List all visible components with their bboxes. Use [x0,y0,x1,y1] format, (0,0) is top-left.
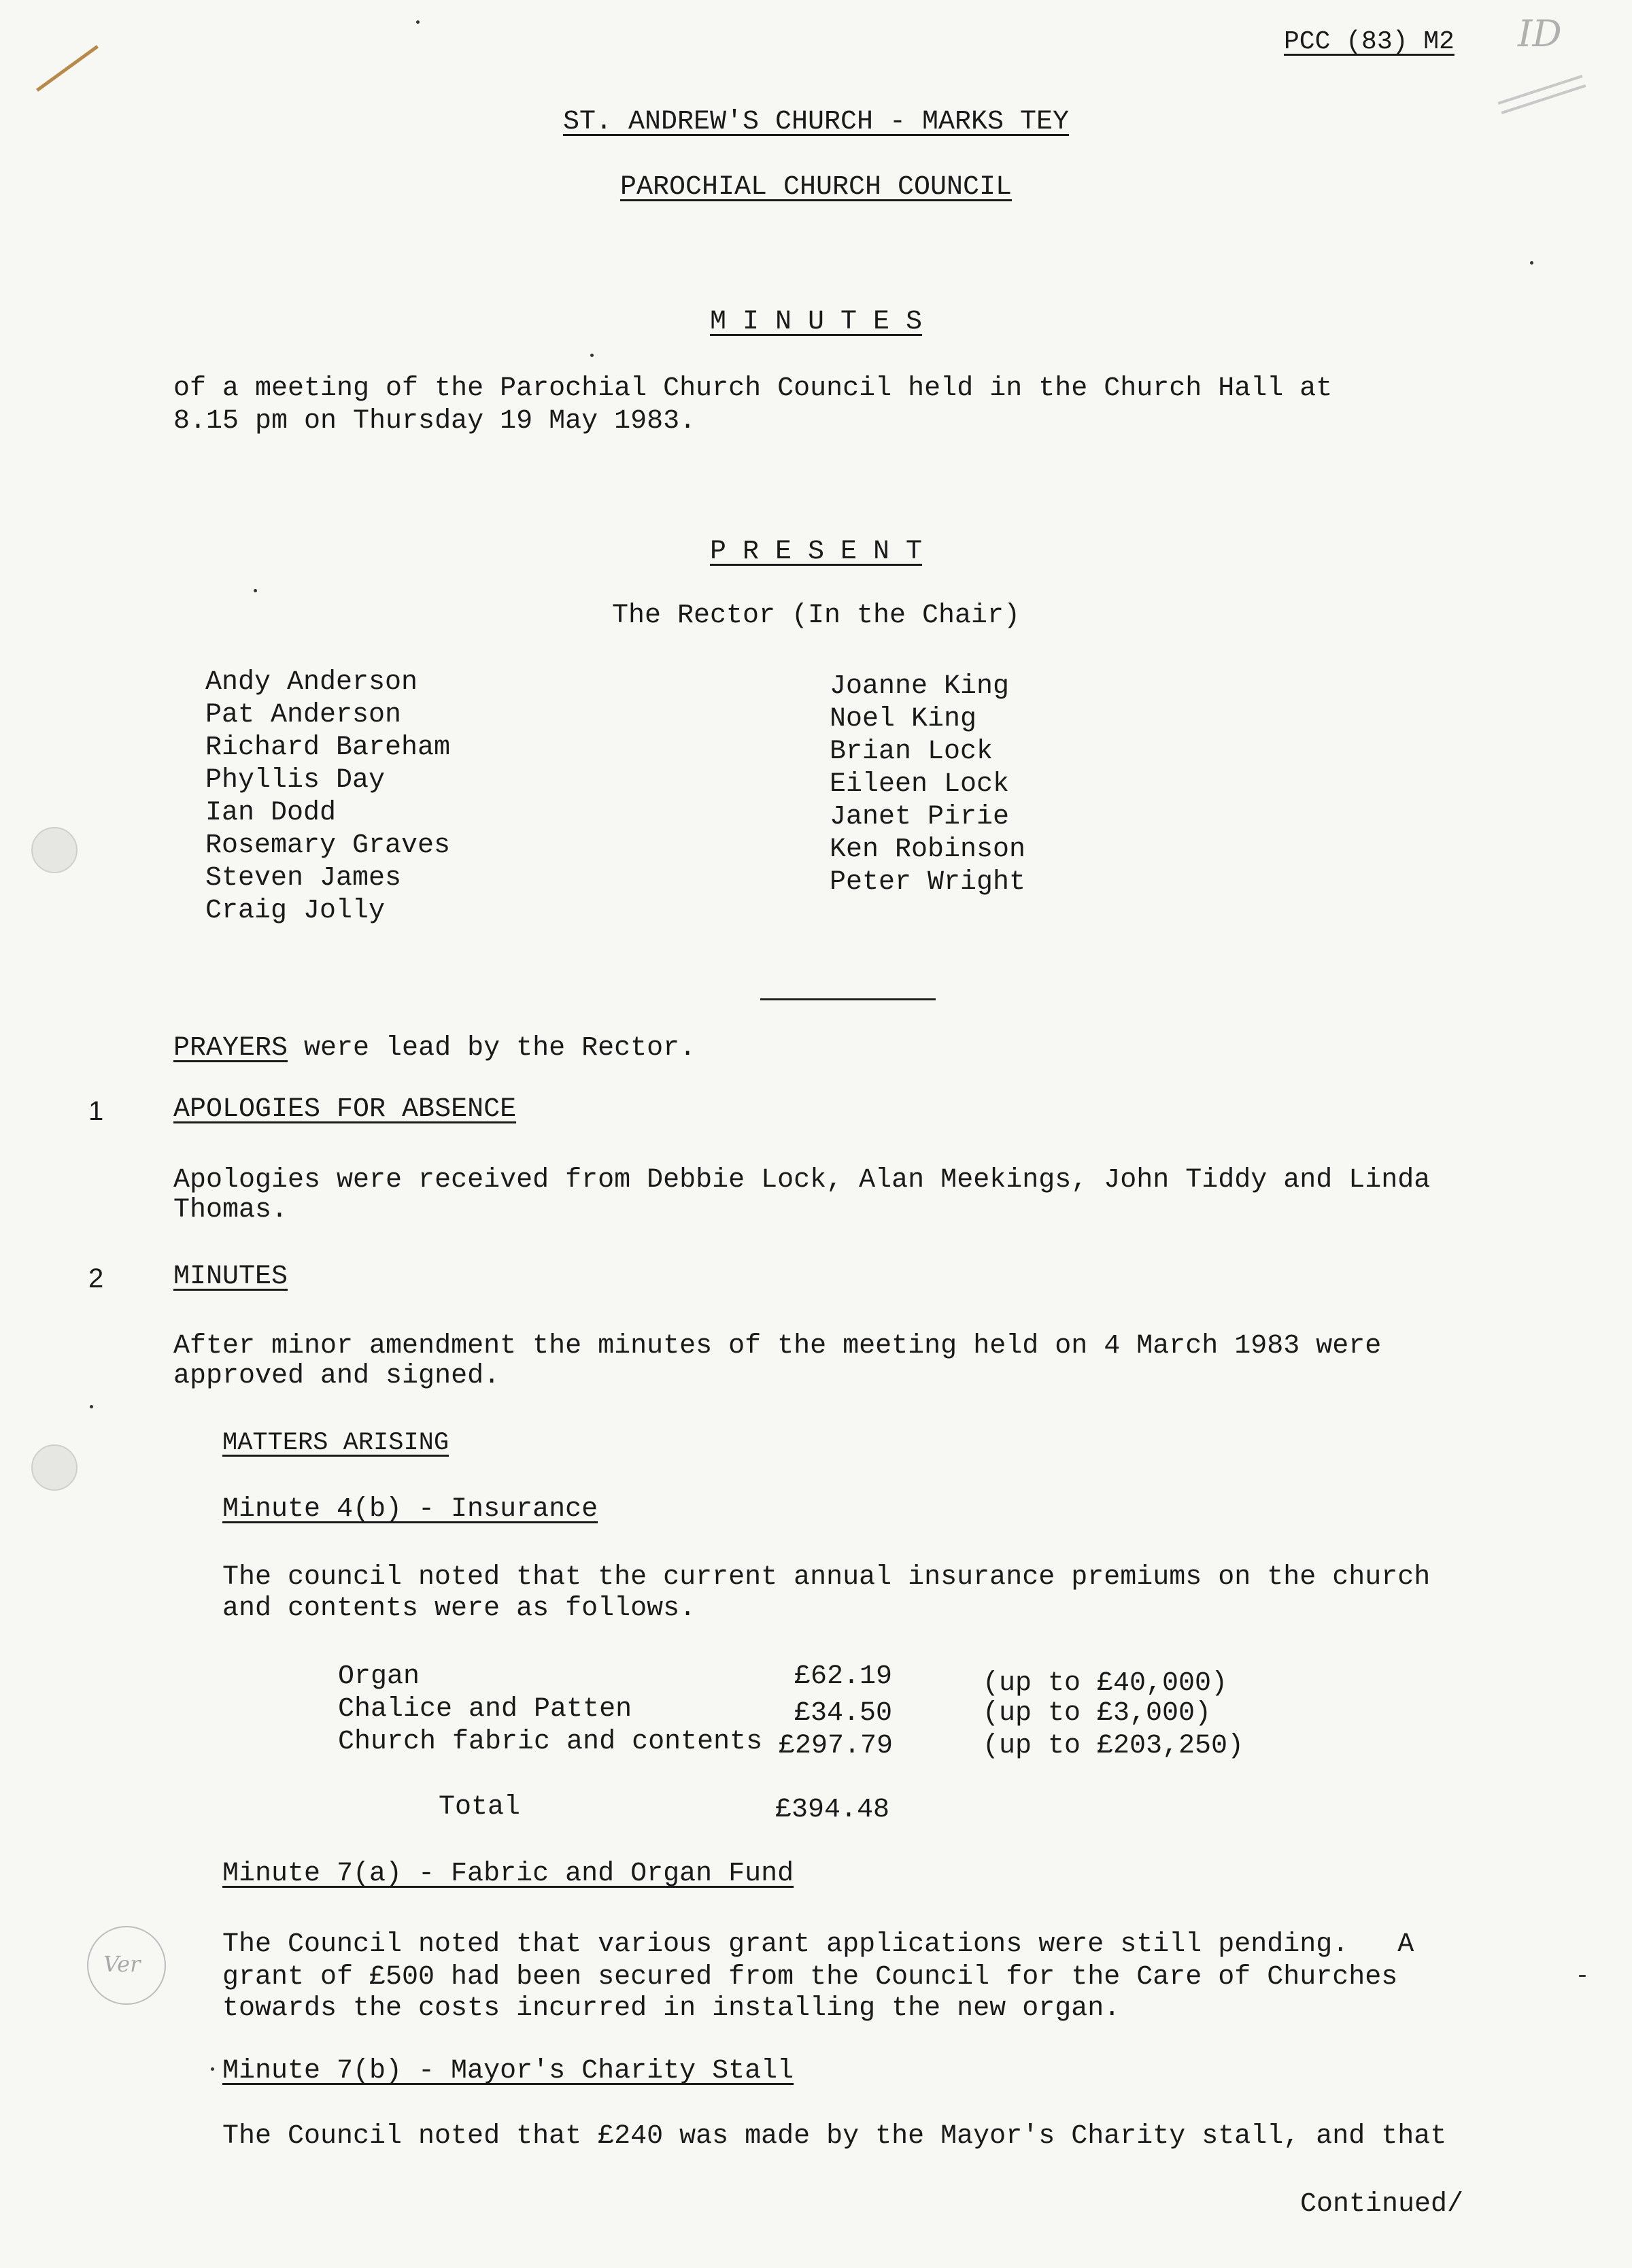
speck [211,2067,214,2071]
minutes-line-1: After minor amendment the minutes of the meeting held on 4 March 1983 were [173,1331,1382,1361]
insurance-total-label: Total [439,1792,521,1823]
speck [590,354,594,357]
minute-7a-heading: Minute 7(a) - Fabric and Organ Fund [222,1859,794,1889]
staple-mark [36,45,99,92]
item-number: 1 [88,1096,104,1126]
stamp-text: Ver [103,1951,141,1977]
attendee: Ian Dodd [205,798,337,828]
insurance-premium: £62.19 [794,1661,893,1692]
attendee: Richard Bareham [205,732,451,763]
attendee: Pat Anderson [205,700,402,730]
minute-7b-heading: Minute 7(b) - Mayor's Charity Stall [222,2056,794,2086]
insurance-premium: £34.50 [794,1698,893,1729]
minute-7a-line-2: grant of £500 had been secured from the Council for the Care of Churches [222,1962,1398,1993]
attendee: Janet Pirie [830,802,1010,832]
minute-7a-line-1: The Council noted that various grant applications were still pending. A [222,1929,1414,1960]
insurance-total-value: £394.48 [775,1795,890,1825]
speck [1530,261,1533,265]
attendee: Joanne King [830,671,1010,702]
apologies-heading: APOLOGIES FOR ABSENCE [173,1094,517,1125]
punch-hole [31,1444,78,1491]
attendee: Phyllis Day [205,765,386,796]
attendee: Rosemary Graves [205,830,451,861]
insurance-premium: £297.79 [779,1731,894,1761]
document-reference: PCC (83) M2 [1284,27,1455,56]
attendee: Steven James [205,863,402,894]
matters-arising-heading: MATTERS ARISING [222,1429,449,1457]
prayers-label: PRAYERS [173,1033,288,1064]
speck [1579,1975,1586,1977]
continued-marker: Continued/ [1300,2189,1464,2220]
attendee: Peter Wright [830,867,1026,898]
minute-4b-line-1: The council noted that the current annual insurance premiums on the church [222,1562,1431,1593]
minute-7a-line-3: towards the costs incurred in installing the new organ. [222,1993,1121,2024]
speck [416,20,420,24]
prayers-text: were lead by the Rector. [288,1033,696,1064]
stamp-mark [87,1926,166,2005]
minute-7b-line-1: The Council noted that £240 was made by the Mayor's Charity stall, and that [222,2121,1447,2152]
attendee: Andy Anderson [205,667,418,698]
insurance-item: Chalice and Patten [338,1694,632,1725]
insurance-cover: (up to £203,250) [983,1731,1244,1761]
insurance-cover: (up to £40,000) [983,1668,1228,1699]
minutes-line-2: approved and signed. [173,1361,500,1391]
attendee: Ken Robinson [830,834,1026,865]
apologies-line-1: Apologies were received from Debbie Lock, Alan Meekings, John Tiddy and Linda [173,1165,1431,1196]
minute-4b-line-2: and contents were as follows. [222,1593,696,1624]
church-title: ST. ANDREW'S CHURCH - MARKS TEY [562,107,1070,137]
intro-line-2: 8.15 pm on Thursday 19 May 1983. [173,406,696,437]
council-title: PAROCHIAL CHURCH COUNCIL [619,172,1013,203]
attendee: Noel King [830,704,977,734]
section-divider [760,998,936,1000]
attendee: Brian Lock [830,737,993,767]
minute-4b-heading: Minute 4(b) - Insurance [222,1494,598,1525]
item-number: 2 [88,1264,104,1293]
apologies-line-2: Thomas. [173,1195,288,1225]
prayers-line [173,1032,696,1065]
speck [254,589,257,592]
insurance-item: Church fabric and contents [338,1727,763,1757]
attendee: Eileen Lock [830,769,1010,800]
minutes-heading: M I N U T E S [709,307,923,337]
chair-line: The Rector (In the Chair) [611,600,1021,631]
insurance-cover: (up to £3,000) [983,1698,1212,1729]
punch-hole [31,827,78,873]
handwritten-initials: ID [1518,12,1562,55]
speck [90,1405,93,1408]
present-heading: P R E S E N T [709,537,923,567]
attendee: Craig Jolly [205,896,386,926]
minutes-item-heading: MINUTES [173,1262,288,1292]
intro-line-1: of a meeting of the Parochial Church Council held in the Church Hall at [173,373,1333,404]
insurance-item: Organ [338,1661,420,1692]
